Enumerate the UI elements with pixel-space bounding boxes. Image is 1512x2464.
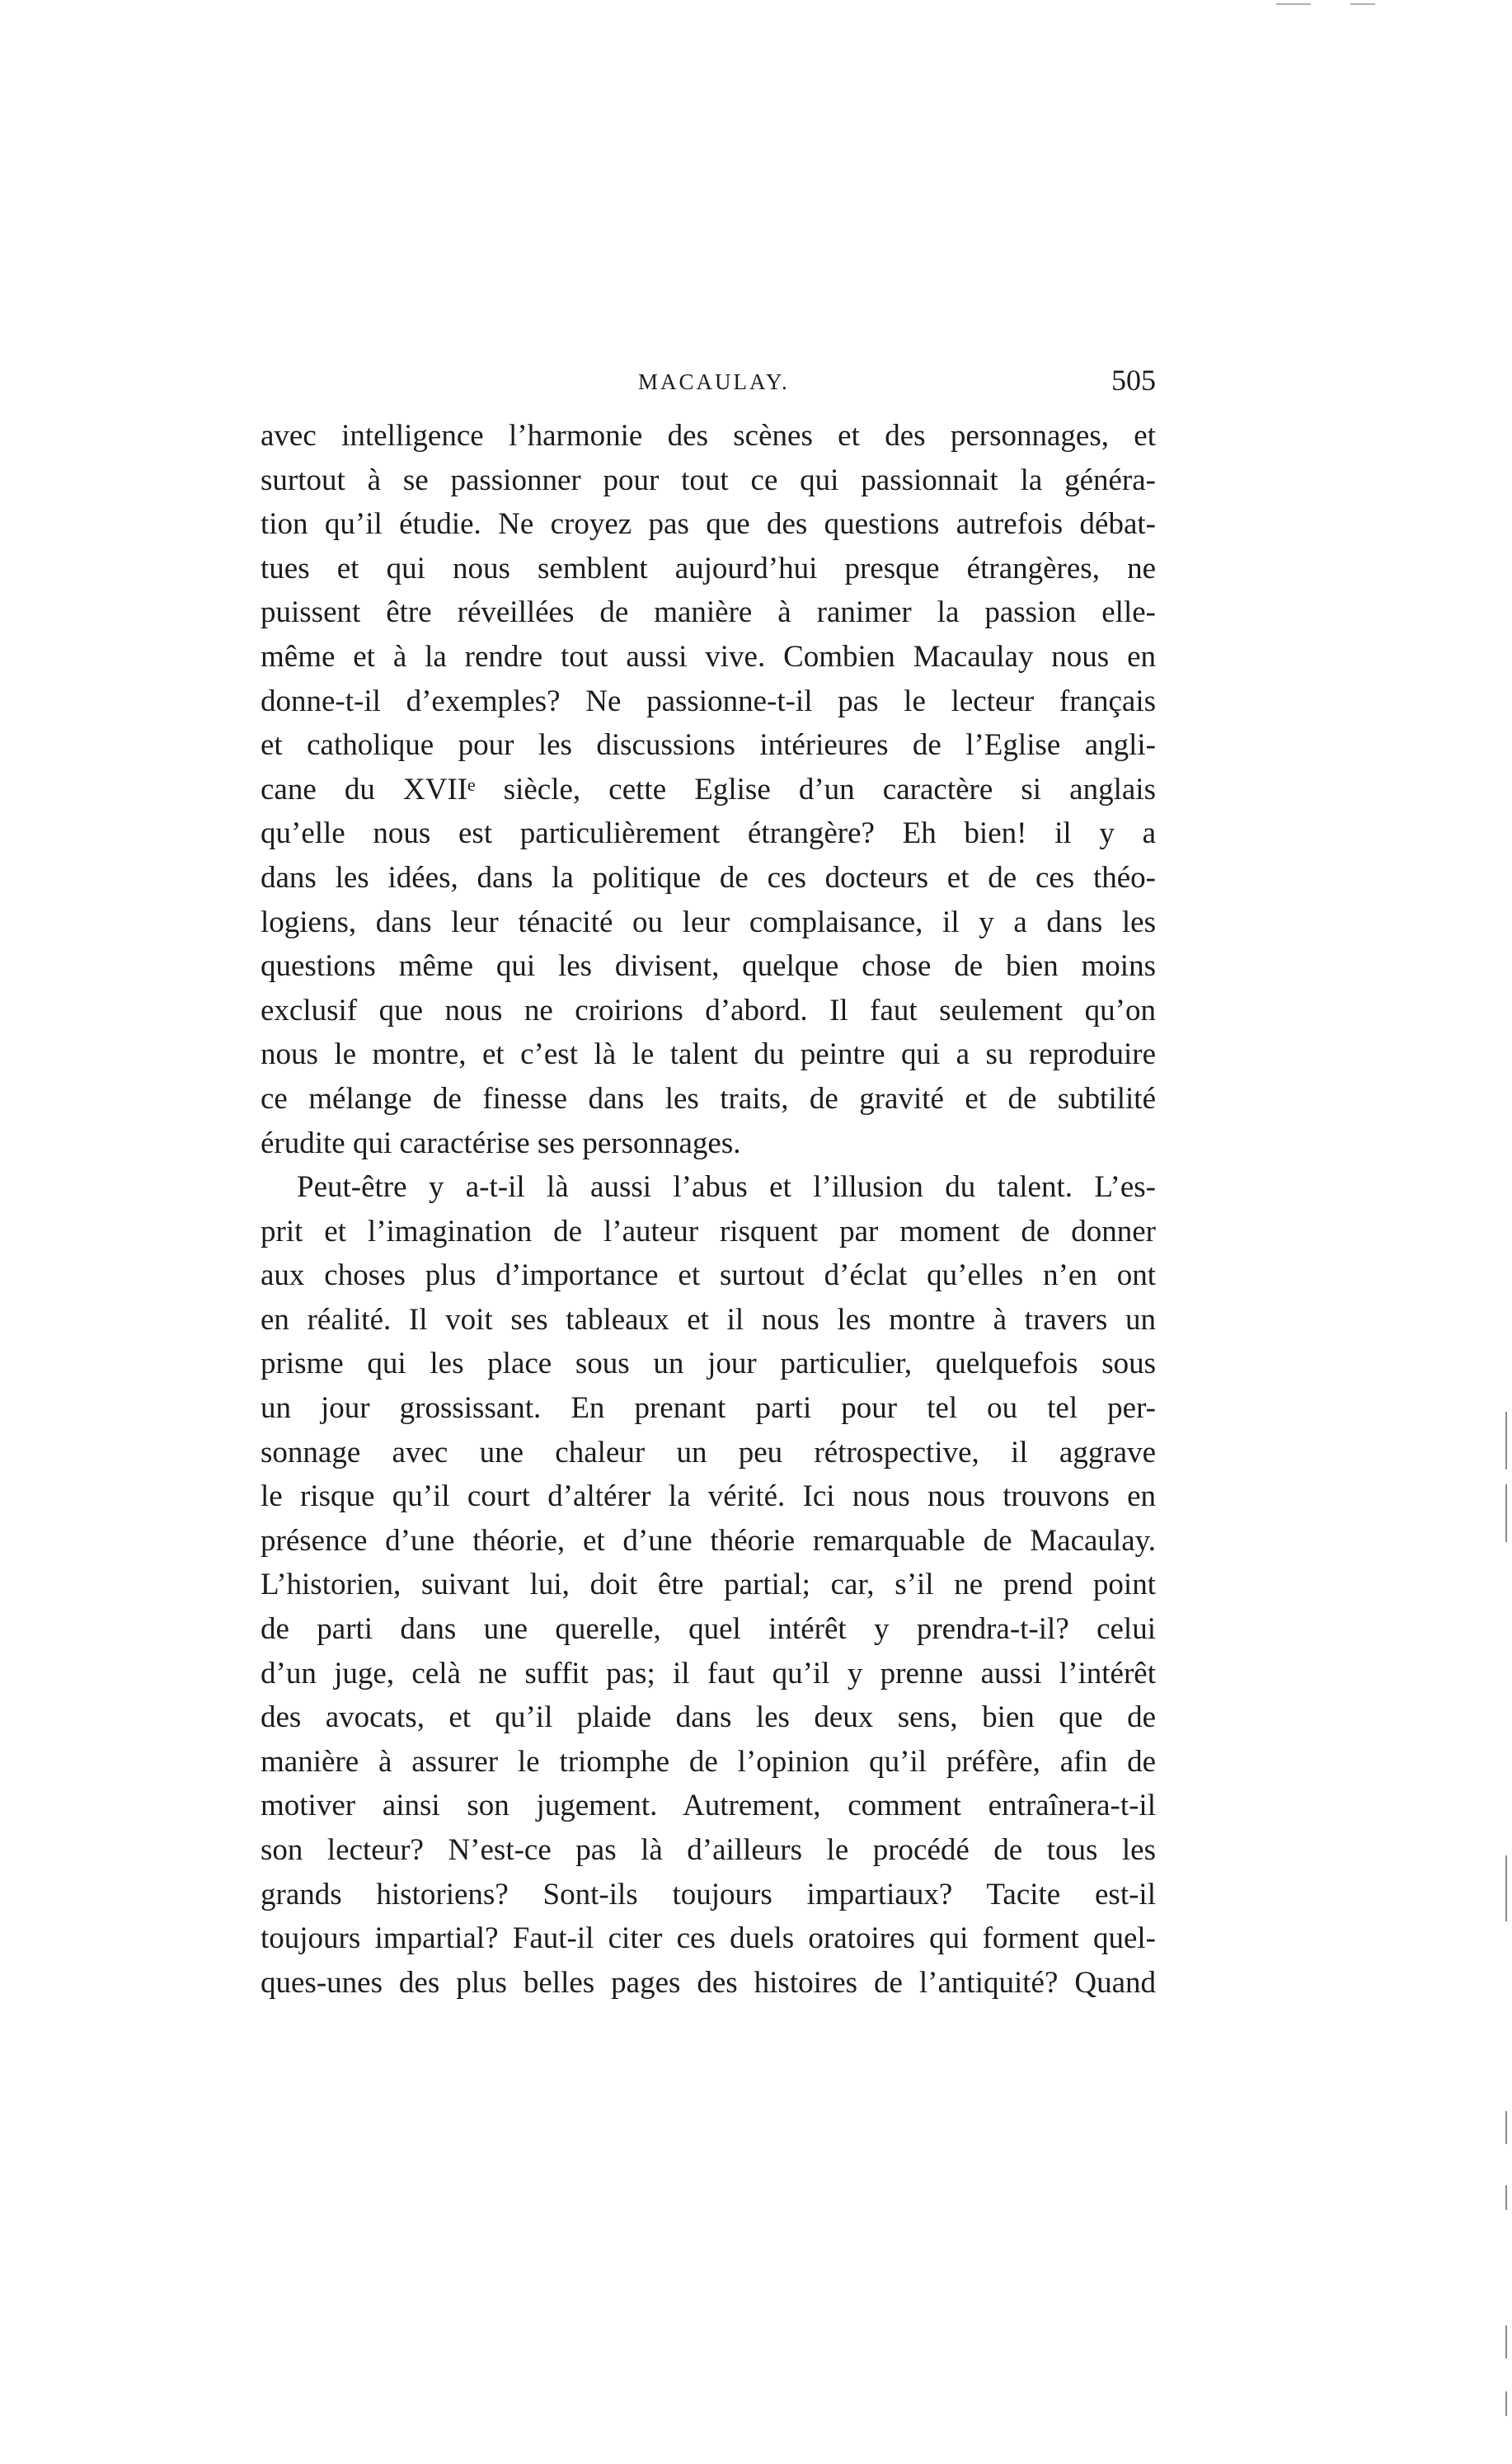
text-line: présence d’une théorie, et d’une théorie remarquable de Macaulay. (261, 1523, 1156, 1558)
text-line: et catholique pour les discussions intérieures de l’Eglise angli- (261, 728, 1156, 763)
text-line: L’historien, suivant lui, doit être partial; car, s’il ne prend point (261, 1568, 1156, 1602)
text-line: sonnage avec une chaleur un peu rétrospective, il aggrave (261, 1435, 1156, 1469)
text-line: qu’elle nous est particulièrement étrangère? Eh bien! il y a (261, 816, 1156, 851)
text-line: motiver ainsi son jugement. Autrement, comment entraînera-t-il (261, 1789, 1156, 1823)
margin-mark (1505, 2391, 1507, 2416)
text-line: puissent être réveillées de manière à ranimer la passion elle- (261, 595, 1156, 630)
page-header (261, 363, 1156, 412)
text-line: exclusif que nous ne croirions d’abord. Il faut seulement qu’on (261, 993, 1156, 1027)
text-line: cane du XVIIᵉ siècle, cette Eglise d’un caractère si anglais (261, 772, 1156, 806)
text-line: même et à la rendre tout aussi vive. Combien Macaulay nous en (261, 639, 1156, 674)
text-line: questions même qui les divisent, quelque chose de bien moins (261, 949, 1156, 984)
text-line: toujours impartial? Faut-il citer ces duels oratoires qui forment quel- (261, 1921, 1156, 1956)
text-line: surtout à se passionner pour tout ce qui passionnait la généra- (261, 463, 1156, 497)
scan-edge-mark (1276, 3, 1311, 5)
text-line: en réalité. Il voit ses tableaux et il nous les montre à travers un (261, 1302, 1156, 1337)
text-line: un jour grossissant. En prenant parti pour tel ou tel per- (261, 1391, 1156, 1426)
text-line: prisme qui les place sous un jour particulier, quelquefois sous (261, 1347, 1156, 1381)
body-text (261, 414, 1156, 2005)
text-line: des avocats, et qu’il plaide dans les deux sens, bien que de (261, 1700, 1156, 1735)
margin-mark (1505, 1855, 1507, 1921)
margin-mark (1505, 2111, 1507, 2144)
text-line: aux choses plus d’importance et surtout d’éclat qu’elles n’en ont (261, 1258, 1156, 1293)
text-line: érudite qui caractérise ses personnages. (261, 1126, 741, 1160)
running-title: MACAULAY. (638, 369, 790, 394)
text-line: tues et qui nous semblent aujourd’hui presque étrangères, ne (261, 551, 1156, 585)
text-line: tion qu’il étudie. Ne croyez pas que des questions autrefois débat- (261, 507, 1156, 542)
text-line: ques-unes des plus belles pages des histoires de l’antiquité? Quand (261, 1965, 1156, 2000)
text-line: grands historiens? Sont-ils toujours impartiaux? Tacite est-il (261, 1877, 1156, 1911)
paragraph-first-line: Peut-être y a-t-il là aussi l’abus et l’illusion du talent. L’es- (297, 1170, 1156, 1205)
text-line: ce mélange de finesse dans les traits, de gravité et de subtilité (261, 1081, 1156, 1116)
margin-mark (1505, 1412, 1507, 1469)
text-line: nous le montre, et c’est là le talent du peintre qui a su reproduire (261, 1037, 1156, 1072)
text-line: dans les idées, dans la politique de ces docteurs et de ces théo- (261, 860, 1156, 895)
page-number: 505 (1111, 364, 1156, 397)
scan-edge-mark (1350, 3, 1375, 5)
margin-mark (1505, 2325, 1507, 2358)
text-line: de parti dans une querelle, quel intérêt y prendra-t-il? celui (261, 1612, 1156, 1647)
text-line: d’un juge, celà ne suffit pas; il faut qu’il y prenne aussi l’intérêt (261, 1656, 1156, 1690)
text-line: donne-t-il d’exemples? Ne passionne-t-il pas le lecteur français (261, 684, 1156, 718)
text-line: manière à assurer le triomphe de l’opinion qu’il préfère, afin de (261, 1744, 1156, 1779)
margin-mark (1505, 1484, 1507, 1542)
text-line: le risque qu’il court d’altérer la vérité. Ici nous nous trouvons en (261, 1479, 1156, 1514)
text-line: prit et l’imagination de l’auteur risquent par moment de donner (261, 1214, 1156, 1248)
text-line: logiens, dans leur ténacité ou leur complaisance, il y a dans les (261, 905, 1156, 939)
margin-mark (1505, 2185, 1507, 2210)
text-line: avec intelligence l’harmonie des scènes et des personnages, et (261, 419, 1156, 453)
text-line: son lecteur? N’est-ce pas là d’ailleurs le procédé de tous les (261, 1833, 1156, 1867)
